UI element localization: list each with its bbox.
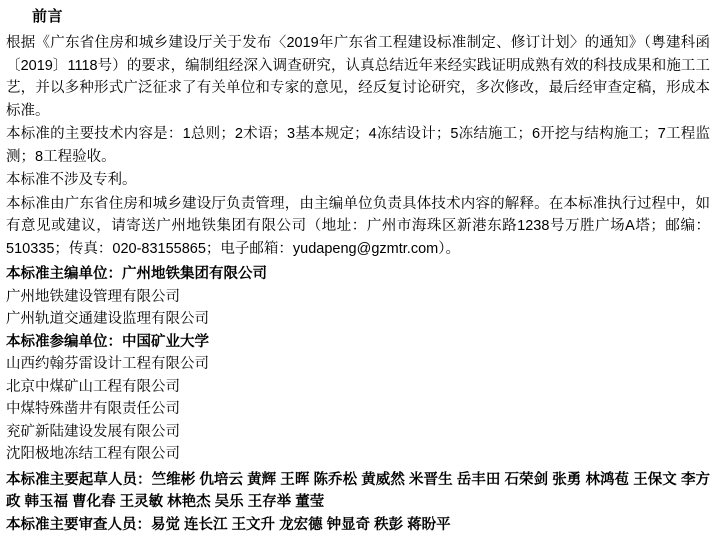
paragraph-administration: 本标准由广东省住房和城乡建设厅负责管理，由主编单位负责具体技术内容的解释。在本标准执行过程中，如有意见或建议，请寄送广州地铁集团有限公司（地址：广州市海珠区新港东路1238号万胜广场A塔；邮编：510335；传真：020-83155865；电子邮箱：yudapeng@gzmtr.com）。 xyxy=(6,193,710,261)
chief-editor-line xyxy=(6,263,710,286)
participant-unit-3: 中煤特殊凿井有限责任公司 xyxy=(6,398,710,421)
participant-line xyxy=(6,331,710,354)
reviewers-names: 易觉 连长江 王文升 龙宏德 钟显奇 秩彭 蒋盼平 xyxy=(151,517,451,533)
paragraph-scope: 根据《广东省住房和城乡建设厅关于发布〈2019年广东省工程建设标准制定、修订计划〉的通知》（粤建科函〔2019〕1118号）的要求，编制组经深入调查研究，认真总结近年来经实践证明成熟有效的科技成果和施工工艺，并以多种形式广泛征求了有关单位和专家的意见，经反复讨论研究，多次修改，最后经审查定稿，形成本标准。 xyxy=(6,32,710,122)
chief-editor-label: 本标准主编单位： xyxy=(6,266,122,282)
chief-editor-unit: 广州地铁集团有限公司 xyxy=(122,266,267,282)
paragraph-patent: 本标准不涉及专利。 xyxy=(6,169,710,192)
drafters-label: 本标准主要起草人员： xyxy=(6,472,152,488)
participant-unit-5: 沈阳极地冻结工程有限公司 xyxy=(6,443,710,466)
drafters-names: 竺维彬 仇培云 黄辉 王晖 陈乔松 黄威然 米晋生 岳丰田 石荣剑 张勇 林鸿苞 王保文 李方政 韩玉福 曹化春 王灵敏 林艳杰 吴乐 王存举 董莹 xyxy=(6,472,710,511)
reviewers-label: 本标准主要审查人员： xyxy=(6,517,151,533)
chief-editor-extra-unit-2: 广州轨道交通建设监理有限公司 xyxy=(6,308,710,331)
paragraph-contents: 本标准的主要技术内容是：1总则；2术语；3基本规定；4冻结设计；5冻结施工；6开挖与结构施工；7工程监测；8工程验收。 xyxy=(6,123,710,168)
participant-unit-2: 北京中煤矿山工程有限公司 xyxy=(6,376,710,399)
chief-editor-extra-unit-1: 广州地铁建设管理有限公司 xyxy=(6,286,710,309)
page-title: 前言 xyxy=(6,0,710,32)
reviewers-block xyxy=(6,514,710,536)
participant-unit-1: 山西约翰芬雷设计工程有限公司 xyxy=(6,353,710,376)
participant-unit-first: 中国矿业大学 xyxy=(122,334,209,350)
drafters-block xyxy=(6,469,710,514)
participant-label: 本标准参编单位： xyxy=(6,334,122,350)
participant-unit-4: 兖矿新陆建设发展有限公司 xyxy=(6,421,710,444)
